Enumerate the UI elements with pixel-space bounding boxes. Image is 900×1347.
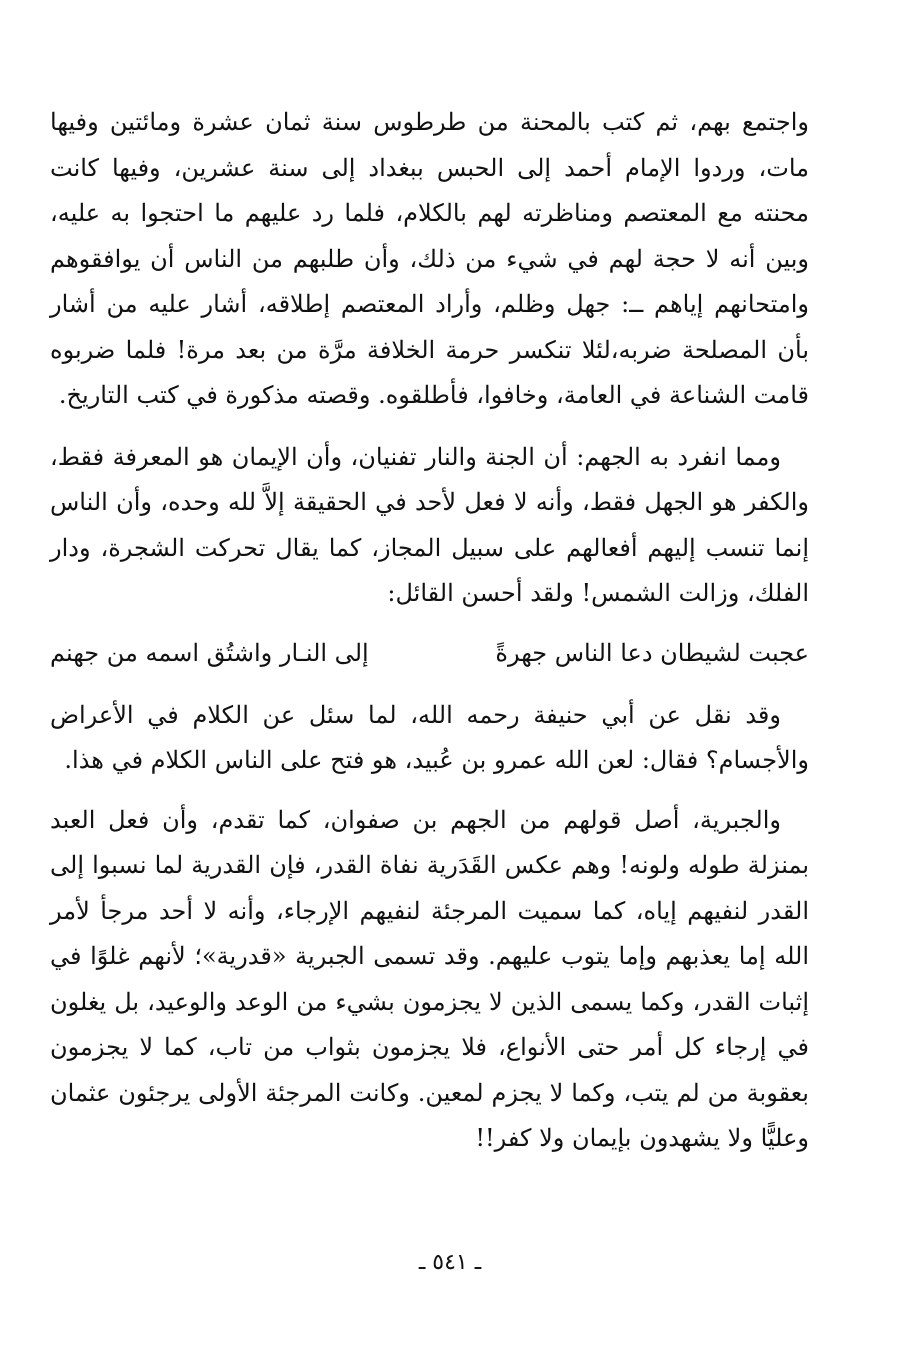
poetry-verse: [50, 631, 809, 677]
page-body: [50, 100, 809, 1176]
page-number: ـ ٥٤١ ـ: [418, 1250, 482, 1275]
paragraph-4: والجبرية، أصل قولهم من الجهم بن صفوان، كما تقدم، وأن فعل العبد بمنزلة طوله ولونه! وهم عكس القَدَرية نفاة القدر، فإن القدرية لما نسبوا إلى القدر لنفيهم إياه، كما سميت المرجئة لنفيهم الإرجاء، وأنه لا أحد مرجأ لأمر الله إما يعذبهم وإما يتوب عليهم. وقد تسمى الجبرية «قدرية»؛ لأنهم غلوًا في إثبات القدر، وكما يسمى الذين لا يجزمون بشيء من الوعد والوعيد، بل يغلون في إرجاء كل أمر حتى الأنواع، فلا يجزمون بثواب من تاب، كما لا يجزمون بعقوبة من لم يتب، وكما لا يجزم لمعين. وكانت المرجئة الأولى يرجئون عثمان وعليًّا ولا يشهدون بإيمان ولا كفر!!: [50, 805, 809, 1152]
verse-first-hemistich: عجبت لشيطان دعا الناس جهرةً: [495, 638, 809, 667]
paragraph-2: ومما انفرد به الجهم: أن الجنة والنار تفنيان، وأن الإيمان هو المعرفة فقط، والكفر هو الجهل فقط، وأنه لا فعل لأحد في الحقيقة إلاَّ لله وحده، وأن الناس إنما تنسب إليهم أفعالهم على سبيل المجاز، كما يقال تحركت الشجرة، ودار الفلك، وزالت الشمس! ولقد أحسن القائل:: [50, 442, 809, 607]
paragraph-1: واجتمع بهم، ثم كتب بالمحنة من طرطوس سنة ثمان عشرة ومائتين وفيها مات، وردوا الإمام أحمد إلى الحبس ببغداد إلى سنة عشرين، وفيها كانت محنته مع المعتصم ومناظرته لهم بالكلام، فلما رد عليهم ما احتجوا به عليه، وبين أنه لا حجة لهم في شيء من ذلك، وأن طلبهم من الناس أن يوافقوهم وامتحانهم إياهم ــ: جهل وظلم، وأراد المعتصم إطلاقه، أشار عليه من أشار بأن المصلحة ضربه،لئلا تنكسر حرمة الخلافة مرَّة من بعد مرة! فلما ضربوه قامت الشناعة في العامة، وخافوا، فأطلقوه. وقصته مذكورة في كتب التاريخ.: [50, 108, 810, 409]
verse-second-hemistich: إلى النـار واشتُق اسمه من جهنم: [50, 638, 369, 667]
paragraph-3: وقد نقل عن أبي حنيفة رحمه الله، لما سئل عن الكلام في الأعراض والأجسام؟ فقال: لعن الله عمرو بن عُبيد، هو فتح على الناس الكلام في هذا.: [50, 700, 809, 774]
